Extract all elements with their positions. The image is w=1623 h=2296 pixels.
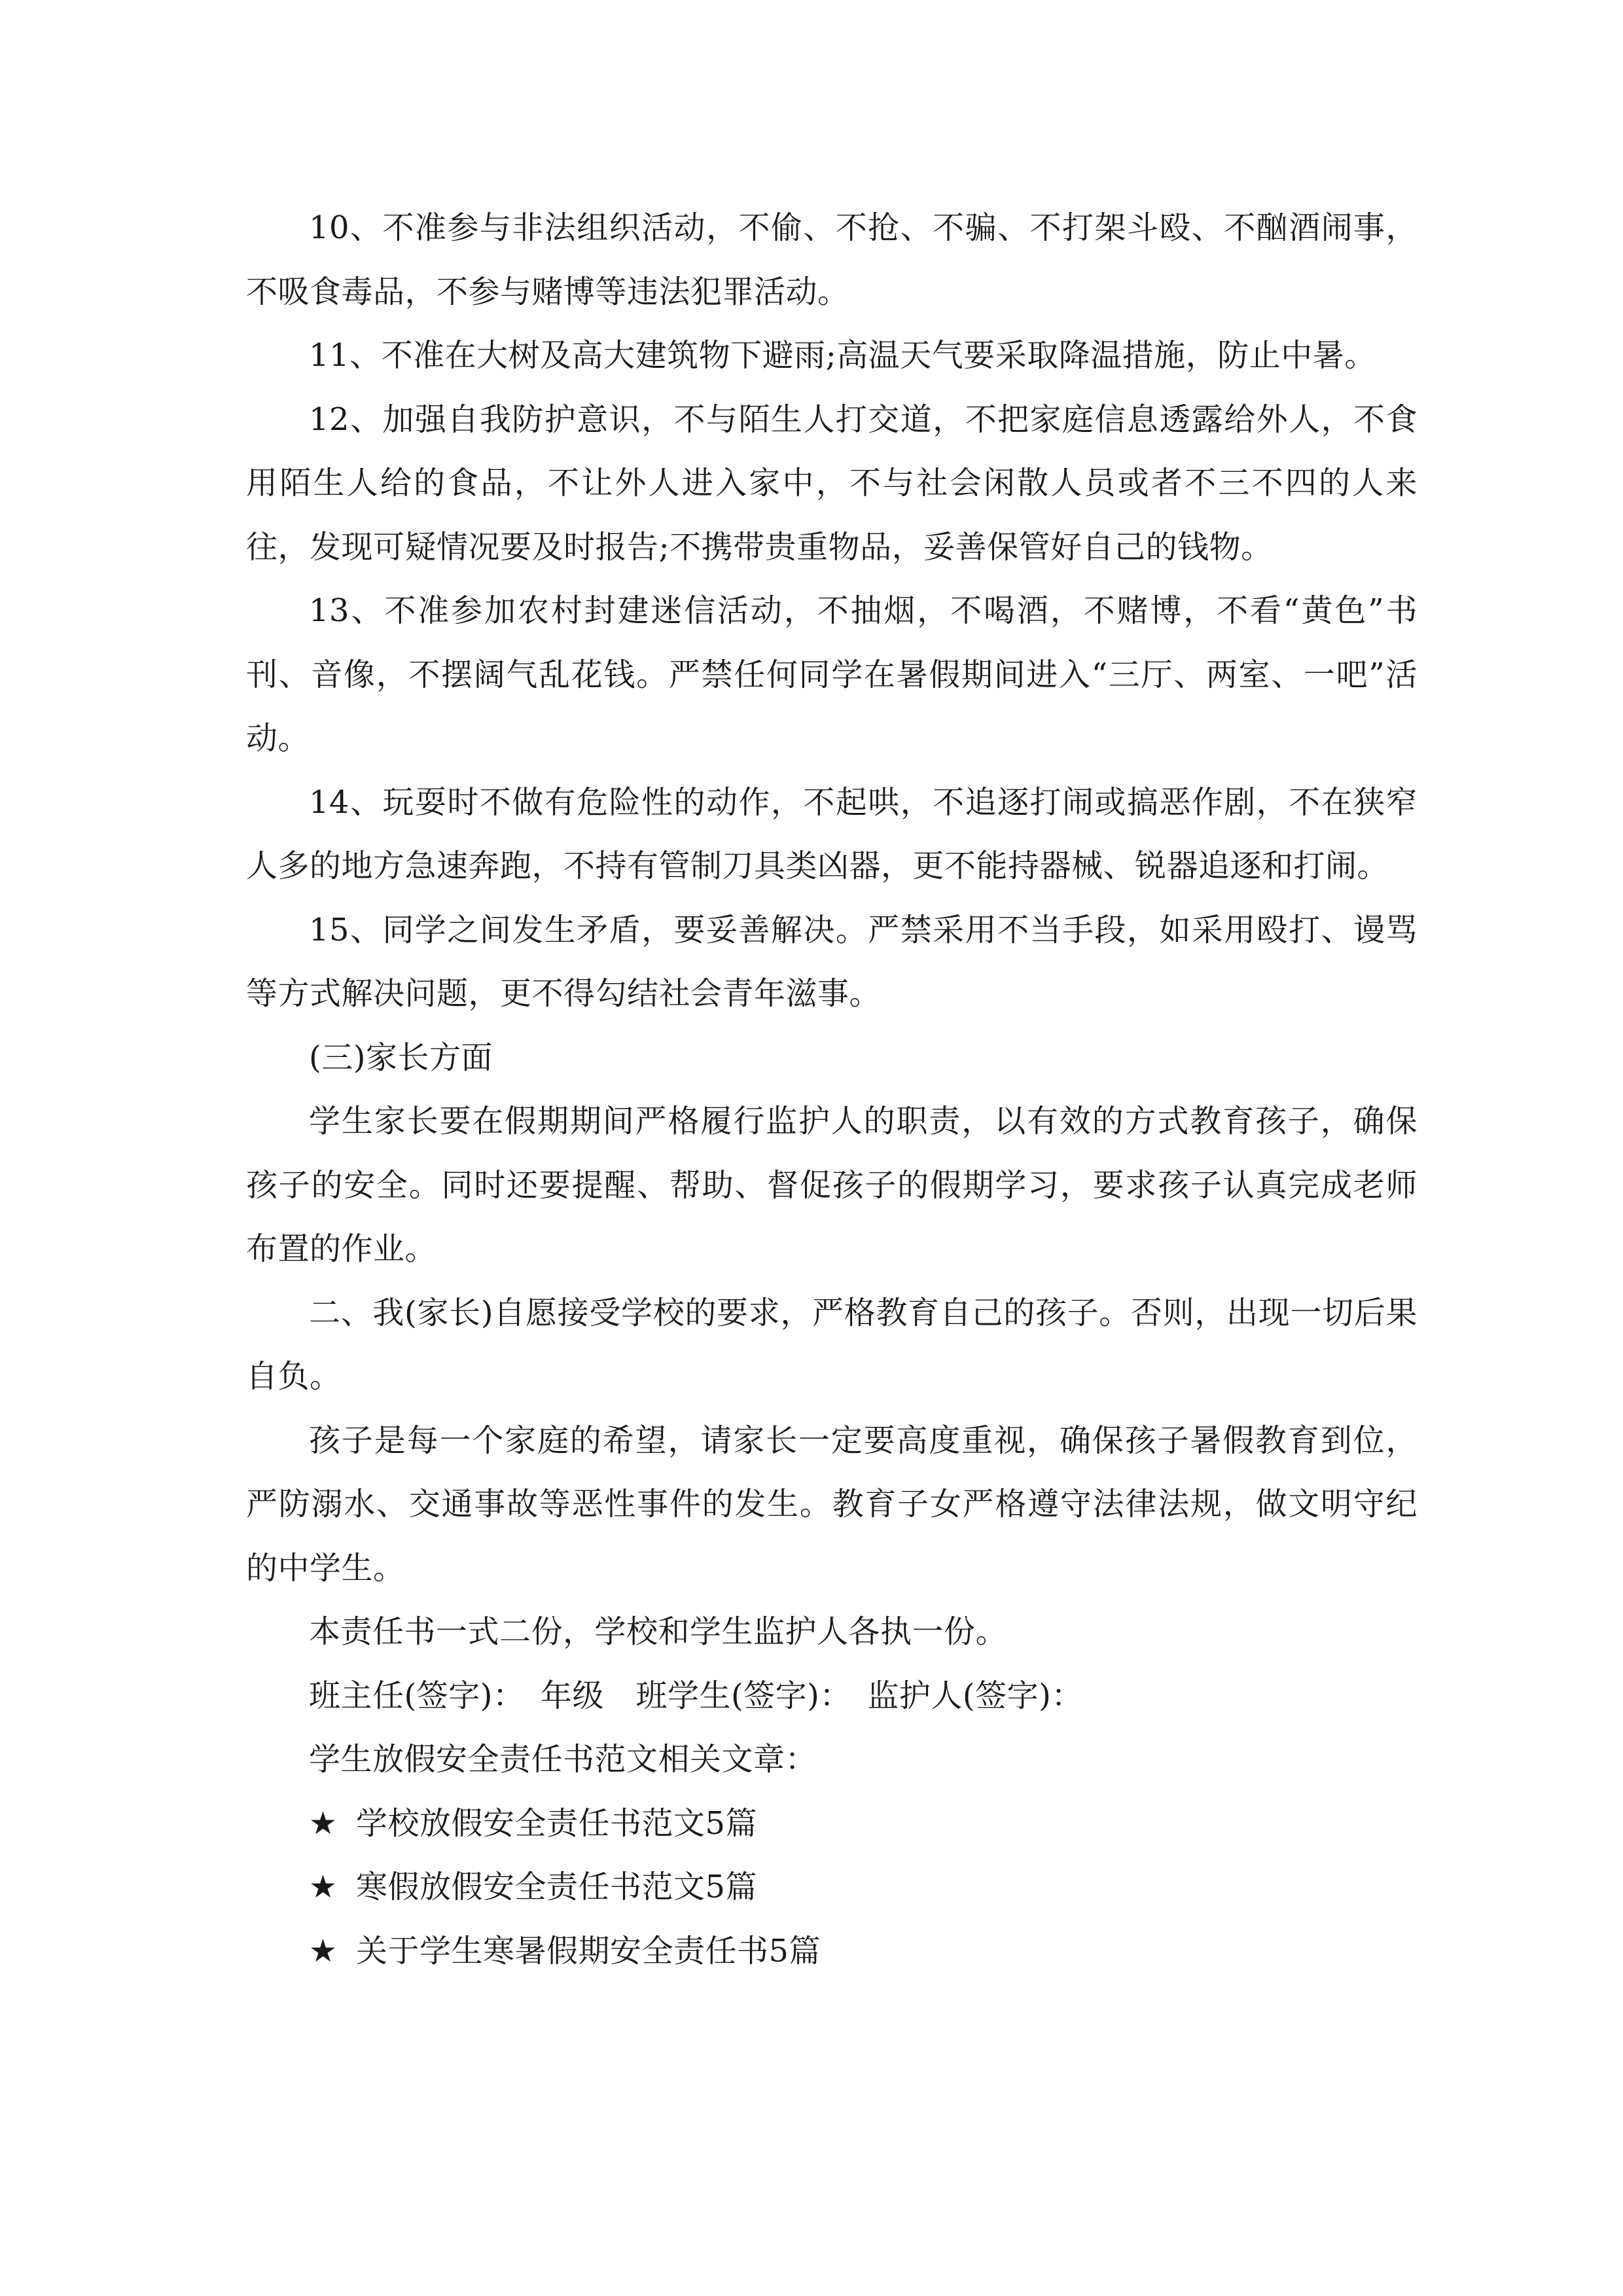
rule-14-paragraph: 14、玩耍时不做有危险性的动作，不起哄，不追逐打闹或搞恶作剧，不在狭窄人多的地方急速奔跑，不持有管制刀具类凶器，更不能持器械、锐器追逐和打闹。 xyxy=(246,783,1418,884)
document-page xyxy=(246,196,1418,1983)
related-article-title[interactable]: 学校放假安全责任书范文5篇 xyxy=(356,1804,758,1842)
related-articles-heading: 学生放假安全责任书范文相关文章： xyxy=(309,1741,817,1778)
rule-15-paragraph: 15、同学之间发生矛盾，要妥善解决。严禁采用不当手段，如采用殴打、谩骂等方式解决问题，更不得勾结社会青年滋事。 xyxy=(246,911,1418,1012)
copies-note: 本责任书一式二份，学校和学生监护人各执一份。 xyxy=(309,1613,1008,1650)
related-article-link[interactable] xyxy=(246,1856,1418,1920)
related-article-link[interactable] xyxy=(246,1920,1418,1984)
rule-11-paragraph: 11、不准在大树及高大建筑物下避雨;高温天气要采取降温措施，防止中暑。 xyxy=(309,337,1376,374)
parent-consent-paragraph: 二、我(家长)自愿接受学校的要求，严格教育自己的孩子。否则，出现一切后果自负。 xyxy=(246,1294,1418,1395)
related-article-title[interactable]: 寒假放假安全责任书范文5篇 xyxy=(356,1869,758,1905)
parents-section-heading: (三)家长方面 xyxy=(309,1039,493,1076)
closing-paragraph: 孩子是每一个家庭的希望，请家长一定要高度重视，确保孩子暑假教育到位，严防溺水、交通事故等恶性事件的发生。教育子女严格遵守法律法规，做文明守纪的中学生。 xyxy=(246,1422,1418,1587)
rule-10-paragraph: 10、不准参与非法组织活动，不偷、不抢、不骗、不打架斗殴、不酗酒闹事，不吸食毒品，不参与赌博等违法犯罪活动。 xyxy=(246,209,1418,310)
star-icon: ★ xyxy=(309,1804,338,1842)
rule-12-paragraph: 12、加强自我防护意识，不与陌生人打交道，不把家庭信息透露给外人，不食用陌生人给的食品，不让外人进入家中，不与社会闲散人员或者不三不四的人来往，发现可疑情况要及时报告;不携带贵重物品，妥善保管好自己的钱物。 xyxy=(246,401,1418,565)
signature-line: 班主任(签字)： 年级 班学生(签字)： 监护人(签字)： xyxy=(309,1677,1083,1714)
star-icon: ★ xyxy=(309,1869,338,1905)
related-article-link[interactable] xyxy=(246,1792,1418,1856)
related-article-title[interactable]: 关于学生寒暑假期安全责任书5篇 xyxy=(356,1932,821,1969)
star-icon: ★ xyxy=(309,1932,338,1969)
parents-duty-paragraph: 学生家长要在假期期间严格履行监护人的职责，以有效的方式教育孩子，确保孩子的安全。同时还要提醒、帮助、督促孩子的假期学习，要求孩子认真完成老师布置的作业。 xyxy=(246,1103,1418,1267)
rule-13-paragraph: 13、不准参加农村封建迷信活动，不抽烟，不喝酒，不赌博，不看“黄色”书刊、音像，不摆阔气乱花钱。严禁任何同学在暑假期间进入“三厅、两室、一吧”活动。 xyxy=(246,592,1418,757)
